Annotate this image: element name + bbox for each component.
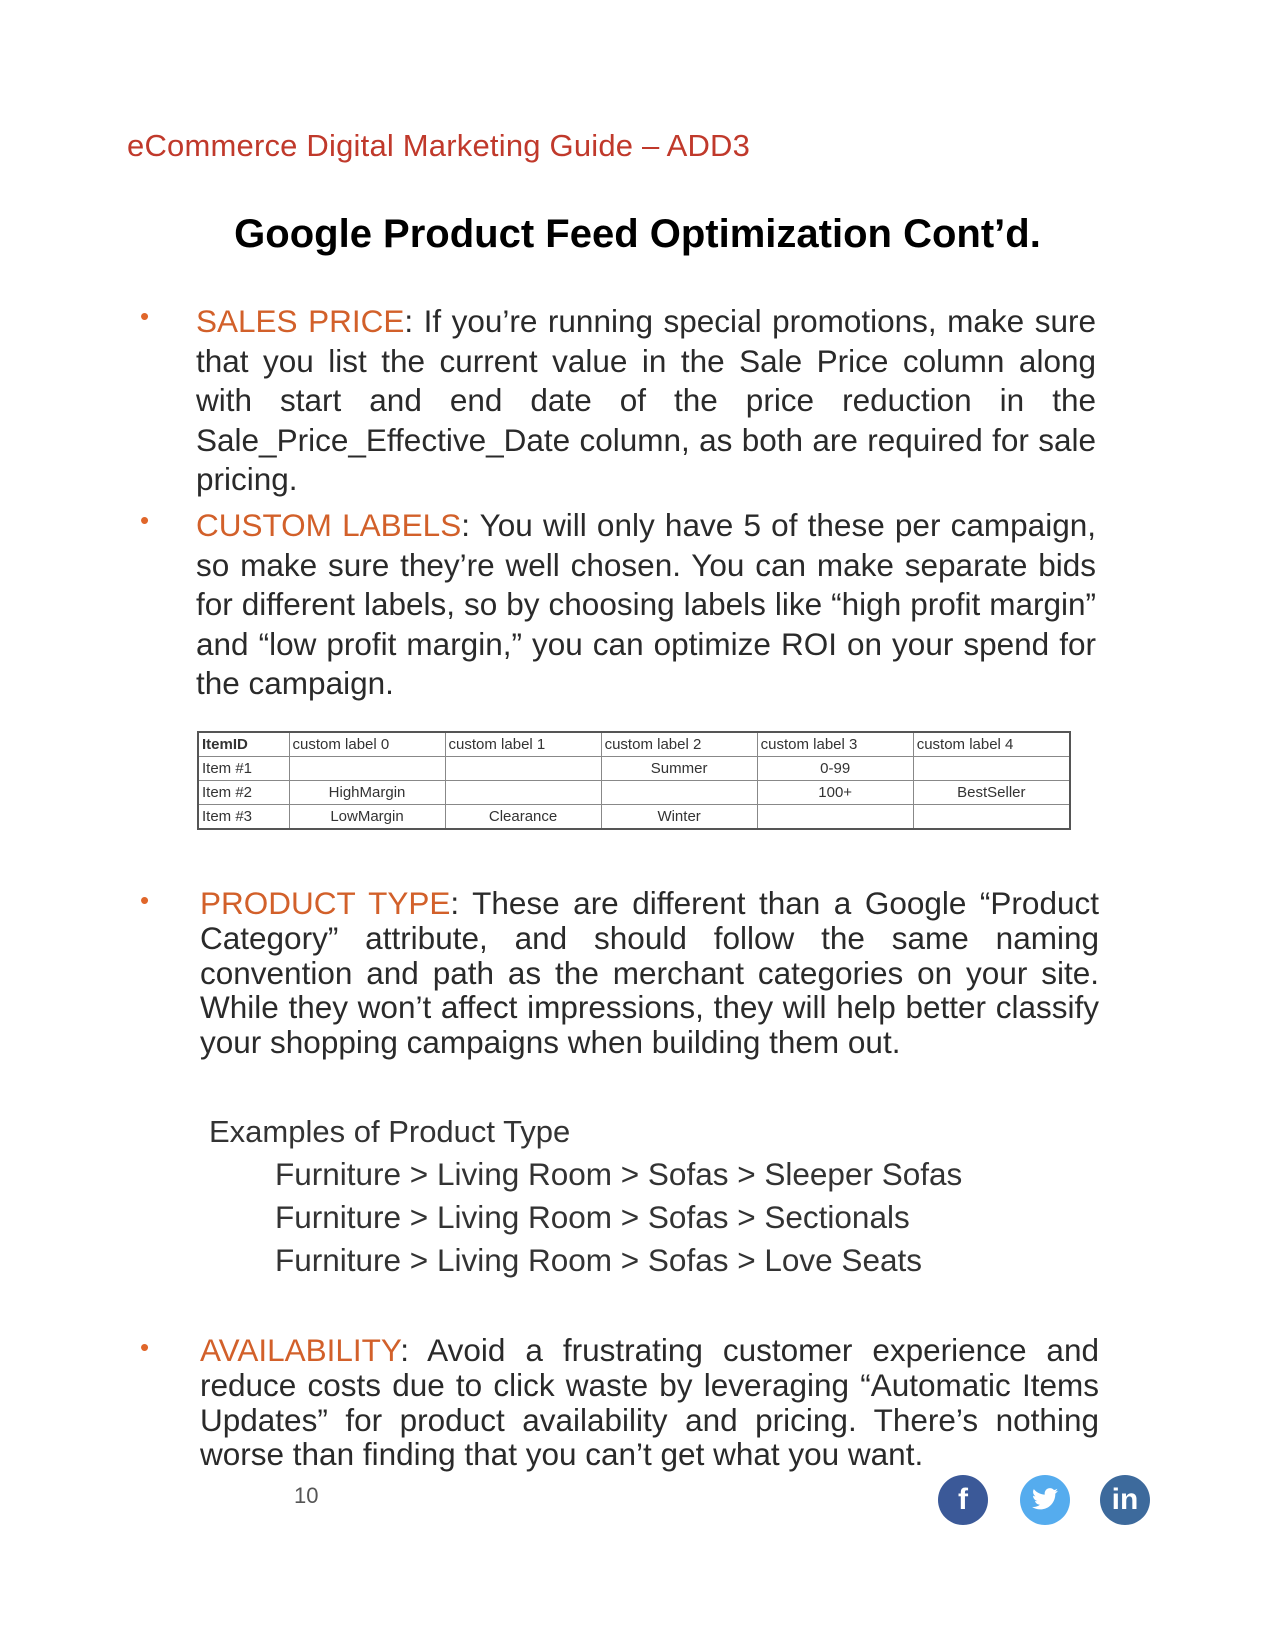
bullet-marker: •	[140, 505, 150, 535]
column-header: custom label 0	[289, 732, 445, 757]
bullet-sales-price	[196, 302, 1096, 500]
facebook-label: f	[958, 1483, 968, 1516]
table-row	[198, 757, 1070, 781]
facebook-icon[interactable]	[938, 1475, 988, 1525]
bullet-marker: •	[140, 1332, 150, 1362]
table-header-row	[198, 732, 1070, 757]
keyword-product-type: PRODUCT TYPE	[200, 885, 451, 921]
keyword-custom-labels: CUSTOM LABELS	[196, 507, 462, 543]
bullet-body: : If you’re running special promotions, make sure that you list the current value in the Sale Price column along with start and end date of the price reduction in the Sale_Price_Effective_Date column, as both are required for sale pricing.	[196, 303, 1096, 498]
bullet-custom-labels	[196, 506, 1096, 704]
page-title: Google Product Feed Optimization Cont’d.	[234, 212, 1041, 256]
bullet-product-type	[200, 886, 1099, 1060]
table-row	[198, 781, 1070, 805]
example-path: Furniture > Living Room > Sofas > Sleeper Sofas	[275, 1156, 963, 1192]
twitter-bird-glyph	[1032, 1488, 1058, 1510]
column-header: ItemID	[198, 732, 289, 757]
table-cell	[913, 757, 1070, 781]
table-cell: Summer	[601, 757, 757, 781]
table-cell: 0-99	[757, 757, 913, 781]
twitter-icon[interactable]	[1020, 1475, 1070, 1525]
table-row	[198, 805, 1070, 830]
table-cell: Winter	[601, 805, 757, 830]
linkedin-label: in	[1111, 1483, 1139, 1516]
page-number: 10	[294, 1483, 319, 1508]
table-cell	[913, 805, 1070, 830]
table-cell: 100+	[757, 781, 913, 805]
bullet-marker: •	[140, 301, 150, 331]
table-cell	[445, 781, 601, 805]
examples-heading: Examples of Product Type	[209, 1114, 571, 1149]
table-cell: LowMargin	[289, 805, 445, 830]
table-cell: Clearance	[445, 805, 601, 830]
column-header: custom label 4	[913, 732, 1070, 757]
document-header: eCommerce Digital Marketing Guide – ADD3	[127, 128, 751, 163]
table-cell: BestSeller	[913, 781, 1070, 805]
bullet-body: : You will only have 5 of these per campaign, so make sure they’re well chosen. You can make separate bids for different labels, so by choosing labels like “high profit margin” and “low profit margin,” you can optimize ROI on your spend for the campaign.	[196, 507, 1096, 702]
bullet-marker: •	[140, 885, 150, 915]
linkedin-icon[interactable]	[1100, 1475, 1150, 1525]
table-cell: Item #2	[198, 781, 289, 805]
table-cell	[289, 757, 445, 781]
keyword-availability: AVAILABILITY	[200, 1332, 401, 1368]
table-cell	[601, 781, 757, 805]
table-cell: Item #3	[198, 805, 289, 830]
custom-labels-table	[197, 731, 1071, 830]
table-cell	[757, 805, 913, 830]
table-cell	[445, 757, 601, 781]
bullet-availability	[200, 1333, 1099, 1472]
column-header: custom label 1	[445, 732, 601, 757]
example-path: Furniture > Living Room > Sofas > Love Seats	[275, 1242, 922, 1278]
example-path: Furniture > Living Room > Sofas > Sectionals	[275, 1199, 910, 1235]
column-header: custom label 3	[757, 732, 913, 757]
table-cell: HighMargin	[289, 781, 445, 805]
table-cell: Item #1	[198, 757, 289, 781]
column-header: custom label 2	[601, 732, 757, 757]
keyword-sales-price: SALES PRICE	[196, 303, 405, 339]
bullet-body: : These are different than a Google “Product Category” attribute, and should follow the same naming convention and path as the merchant categories on your site. While they won’t affect impressions, they will help better classify your shopping campaigns when building them out.	[200, 885, 1099, 1061]
bullet-body: : Avoid a frustrating customer experience and reduce costs due to click waste by leveraging “Automatic Items Updates” for product availability and pricing. There’s nothing worse than finding that you can’t get what you want.	[200, 1332, 1099, 1473]
